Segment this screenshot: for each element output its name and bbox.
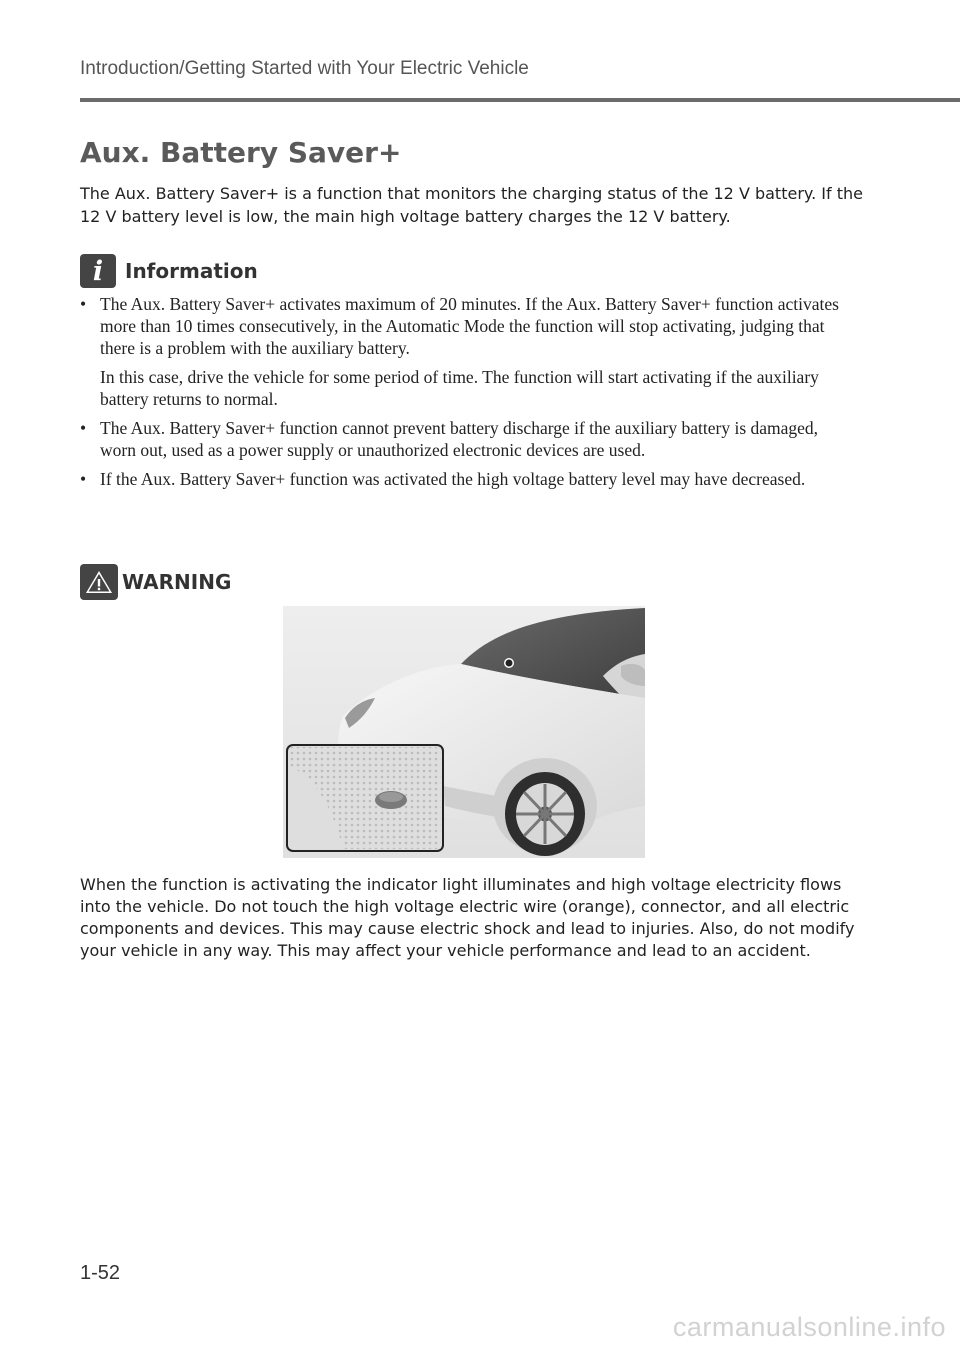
information-list [80, 293, 855, 497]
list-item-text: The Aux. Battery Saver+ activates maximum of 20 minutes. If the Aux. Battery Saver+ function activates more than 10 times consecutively, in the Automatic Mode the function will stop activating, judging that there is a problem with the auxiliary battery. [100, 294, 839, 358]
warning-heading [80, 564, 231, 600]
list-item [80, 468, 855, 490]
information-title: Information [125, 259, 258, 283]
info-icon: i [80, 254, 116, 288]
bullet-icon: • [80, 469, 87, 489]
page-number: 1-52 [80, 1262, 121, 1284]
list-item-text: The Aux. Battery Saver+ function cannot prevent battery discharge if the auxiliary battery is damaged, worn out, used as a power supply or unauthorized electronic devices are used. [100, 418, 819, 460]
list-item-subtext: In this case, drive the vehicle for some period of time. The function will start activating if the auxiliary battery returns to normal. [100, 367, 819, 409]
car-illustration [283, 606, 645, 858]
list-item [80, 417, 855, 461]
bullet-icon: • [80, 294, 87, 314]
watermark: carmanualsonline.info [672, 1312, 946, 1342]
section-title: Aux. Battery Saver+ [80, 136, 402, 169]
warning-triangle-icon [80, 564, 118, 600]
bullet-icon: • [80, 418, 87, 438]
intro-paragraph: The Aux. Battery Saver+ is a function that monitors the charging status of the 12 V battery. If the 12 V battery level is low, the main high voltage battery charges the 12 V battery. [80, 184, 863, 226]
header-divider [80, 98, 960, 102]
information-heading [80, 254, 258, 288]
running-header: Introduction/Getting Started with Your Electric Vehicle [80, 58, 529, 79]
list-item-text: If the Aux. Battery Saver+ function was activated the high voltage battery level may have decreased. [100, 469, 806, 489]
list-item [80, 293, 855, 410]
warning-text: When the function is activating the indicator light illuminates and high voltage electricity flows into the vehicle. Do not touch the high voltage electric wire (orange), connector, and all electric components and devices. This may cause electric shock and lead to injuries. Also, do not modify your vehicle in any way. This may affect your vehicle performance and lead to an accident. [80, 875, 855, 960]
warning-title: WARNING [122, 570, 232, 594]
